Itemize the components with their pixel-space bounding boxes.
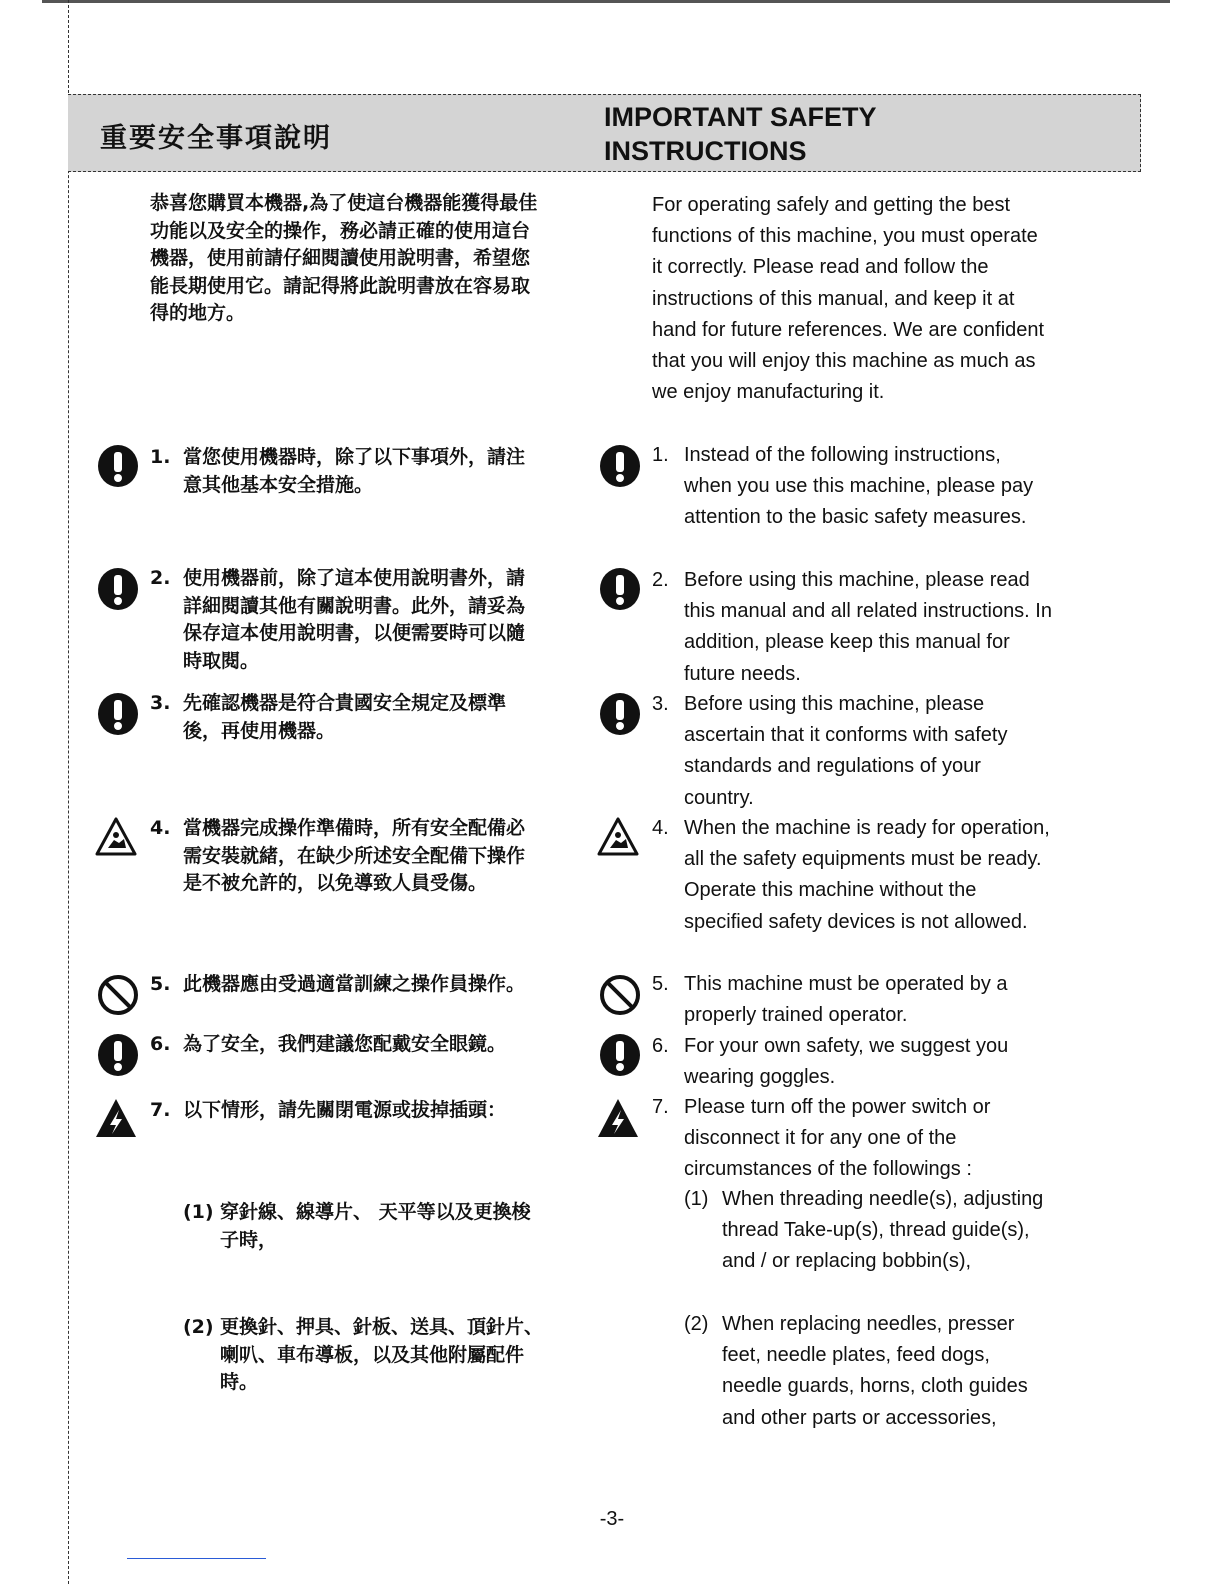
list-item-zh-2: 2. 使用機器前，除了這本使用說明書外，請詳細閱讀其他有關說明書。此外，請妥為保存這本使用說明書，以便需要時可以隨時取閱。: [150, 567, 526, 672]
exclamation-icon: [96, 567, 140, 611]
section-title-en: [604, 100, 1004, 168]
section-title-en-line2: INSTRUCTIONS: [604, 136, 807, 166]
list-item-zh-3: 3. 先確認機器是符合貴國安全規定及標準後，再使用機器。: [150, 692, 507, 742]
hand-warning-icon: [596, 815, 640, 859]
hand-warning-icon: [94, 815, 138, 859]
list-item-en-3: 3. Before using this machine, please ascertain that it conforms with safety standards and regulations of your country.: [652, 693, 1008, 809]
margin-guide-line: [68, 0, 69, 1584]
prohibition-icon: [96, 973, 140, 1017]
page-number: -3-: [599, 1508, 625, 1530]
electric-shock-icon: [596, 1096, 640, 1140]
exclamation-icon: [598, 567, 642, 611]
exclamation-icon: [96, 444, 140, 488]
list-item-en-4: 4. When the machine is ready for operation, all the safety equipments must be ready. Operate this machine without the specified safety devices is not allowed.: [652, 817, 1050, 933]
electric-shock-icon: [94, 1096, 138, 1140]
sub-item-en-1: (1) When threading needle(s), adjusting thread Take-up(s), thread guide(s), and / or replacing bobbin(s),: [684, 1188, 1044, 1273]
sub-item-zh-1: (1) 穿針線、線導片、 天平等以及更換梭子時，: [183, 1201, 531, 1251]
list-item-zh-1: 1. 當您使用機器時，除了以下事項外，請注意其他基本安全措施。: [150, 446, 526, 496]
exclamation-icon: [598, 692, 642, 736]
exclamation-icon: [598, 1033, 642, 1077]
exclamation-icon: [598, 444, 642, 488]
list-item-zh-6: 6. 為了安全，我們建議您配戴安全眼鏡。: [150, 1033, 507, 1055]
list-item-en-1: 1. Instead of the following instructions, when you use this machine, please pay attention to the basic safety measures.: [652, 444, 1034, 529]
list-item-en-7: 7. Please turn off the power switch or disconnect it for any one of the circumstances of the followings :: [652, 1096, 991, 1181]
sub-item-en-2: (2) When replacing needles, presser feet, needle plates, feed dogs, needle guards, horns, cloth guides and other parts or accessories,: [684, 1313, 1028, 1429]
intro-paragraph-en: For operating safely and getting the best functions of this machine, you must operate it correctly. Please read and follow the instructions of this manual, and keep it at hand for future references. We are confident that you will enjoy this machine as much as we enjoy manufacturing it.: [652, 194, 1045, 404]
list-item-zh-5: 5. 此機器應由受過適當訓練之操作員操作。: [150, 973, 526, 995]
top-rule: [42, 0, 1170, 3]
section-title-zh: 重要安全事項說明: [100, 123, 332, 154]
list-item-zh-4: 4. 當機器完成操作準備時，所有安全配備必需安裝就緒，在缺少所述安全配備下操作是不被允許的，以免導致人員受傷。: [150, 817, 526, 894]
list-item-en-6: 6. For your own safety, we suggest you wearing goggles.: [652, 1035, 1009, 1089]
intro-paragraph-zh: 恭喜您購買本機器,為了使這台機器能獲得最佳功能以及安全的操作，務必請正確的使用這台機器，使用前請仔細閱讀使用說明書，希望您能長期使用它。請記得將此說明書放在容易取得的地方。: [150, 192, 538, 324]
section-title-en-line1: IMPORTANT SAFETY: [604, 102, 877, 132]
exclamation-icon: [96, 1033, 140, 1077]
list-item-en-5: 5. This machine must be operated by a properly trained operator.: [652, 973, 1008, 1027]
list-item-en-2: 2. Before using this machine, please read this manual and all related instructions. In addition, please keep this manual for future needs.: [652, 569, 1052, 685]
footer-link-underline: [127, 1558, 266, 1559]
sub-item-zh-2: (2) 更換針、押具、針板、送具、頂針片、喇叭、車布導板，以及其他附屬配件時。: [183, 1316, 544, 1393]
exclamation-icon: [96, 692, 140, 736]
list-item-zh-7: 7. 以下情形，請先關閉電源或拔掉插頭：: [150, 1099, 507, 1121]
prohibition-icon: [598, 973, 642, 1017]
